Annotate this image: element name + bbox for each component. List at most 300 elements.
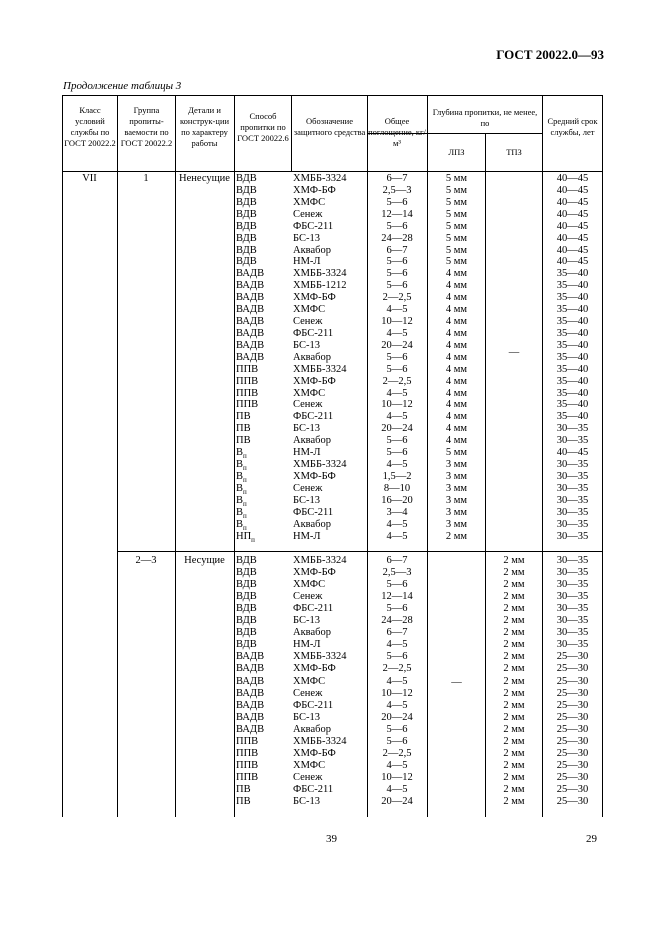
life-cell	[543, 316, 602, 328]
life-cell	[543, 603, 602, 615]
lpz-cell-text: 4 мм	[445, 292, 468, 304]
tpz-cell-text: 2 мм	[503, 747, 525, 759]
life-cell	[543, 185, 602, 197]
absorption-cell	[367, 447, 427, 459]
tpz-cell	[486, 340, 542, 352]
absorption-cell	[367, 712, 427, 724]
lpz-cell-text: 5 мм	[445, 220, 468, 232]
life-cell-text: 30—35	[556, 579, 589, 591]
life-cell-text: 35—40	[556, 375, 589, 387]
header-group: Группа пропиты-ваемости по ГОСТ 20022.2	[120, 105, 173, 148]
absorption-cell-text: 5—6	[386, 603, 408, 615]
lpz-cell	[428, 579, 485, 591]
method-cell-text: ППВ	[236, 735, 259, 747]
method-cell-text: ПВ	[236, 423, 251, 435]
agent-cell-text: ХМББ-3324	[293, 555, 347, 566]
absorption-cell	[367, 197, 427, 209]
life-cell-text: 35—40	[556, 292, 589, 304]
agent-cell	[293, 328, 365, 340]
agent-cell	[293, 376, 365, 388]
absorption-cell	[367, 495, 427, 507]
method-cell-text: ВАДВ	[236, 316, 265, 328]
method-cell-text: ВДВ	[236, 567, 257, 579]
agent-cell-text: Аквабор	[293, 435, 332, 447]
agent-cell	[293, 233, 365, 245]
method-cell	[236, 724, 290, 736]
method-cell	[236, 507, 290, 519]
method-cell-text: В	[236, 482, 244, 494]
method-cell	[236, 459, 290, 471]
lpz-cell	[428, 209, 485, 221]
lpz-cell	[428, 340, 485, 352]
lpz-cell	[428, 435, 485, 447]
life-cell-text: 30—35	[556, 459, 589, 471]
life-cell-text: 30—35	[556, 518, 589, 530]
life-cell	[543, 724, 602, 736]
lpz-cell	[428, 663, 485, 675]
method-cell	[236, 555, 290, 567]
agent-cell-text: БС-13	[293, 339, 320, 351]
lpz-cell-text: 3 мм	[445, 459, 468, 471]
lpz-cell-text: 5 мм	[445, 173, 468, 184]
life-cell-text: 40—45	[556, 196, 589, 208]
agent-cell-text: БС-13	[293, 711, 320, 723]
life-cell	[543, 772, 602, 784]
life-cell	[543, 388, 602, 400]
absorption-cell-text: 4—5	[386, 459, 408, 471]
tpz-cell-text: 2 мм	[503, 723, 525, 735]
agent-cell	[293, 471, 365, 483]
agent-cell-text: ФБС-211	[293, 411, 334, 423]
method-cell-text: ВДВ	[236, 256, 257, 268]
tpz-cell	[486, 688, 542, 700]
life-cell-text: 35—40	[556, 339, 589, 351]
lpz-cell	[428, 627, 485, 639]
tpz-cell-text: 2 мм	[503, 699, 525, 711]
agent-cell	[293, 423, 365, 435]
agent-cell	[293, 459, 365, 471]
life-cell	[543, 736, 602, 748]
lpz-cell	[428, 411, 485, 423]
absorption-cell	[367, 519, 427, 531]
lpz-cell	[428, 388, 485, 400]
absorption-cell-text: 4—5	[386, 304, 408, 316]
lpz-cell-text: 4 мм	[445, 327, 468, 339]
agent-cell	[293, 796, 365, 808]
method-cell	[236, 531, 290, 543]
agent-cell-text: БС-13	[293, 232, 320, 244]
tpz-cell	[486, 784, 542, 796]
agent-cell-text: НМ-Л	[293, 530, 321, 542]
method-cell	[236, 423, 290, 435]
tpz-cell	[486, 185, 542, 197]
agent-cell-text: ХМФ-БФ	[293, 184, 336, 196]
life-cell-text: 35—40	[556, 327, 589, 339]
absorption-cell-text: 10—12	[381, 771, 413, 783]
absorption-cell-text: 12—14	[381, 208, 413, 220]
method-cell-text: ВАДВ	[236, 675, 265, 687]
tpz-cell	[486, 555, 542, 567]
tpz-cell-text: 2 мм	[503, 615, 525, 627]
agent-cell-text: ХМФС	[293, 759, 326, 771]
tpz-cell-text: 2 мм	[503, 771, 525, 783]
method-cell-text: ВДВ	[236, 244, 257, 256]
method-cell-text: ВАДВ	[236, 292, 265, 304]
absorption-cell	[367, 772, 427, 784]
agent-cell-text: БС-13	[293, 615, 320, 627]
life-cell-text: 30—35	[556, 591, 589, 603]
method-cell	[236, 603, 290, 615]
method-cell	[236, 340, 290, 352]
method-cell-text: ВАДВ	[236, 663, 265, 675]
tpz-cell-text: 2 мм	[503, 783, 525, 795]
method-cell-text: В	[236, 518, 244, 530]
lpz-cell-text: 5 мм	[445, 196, 468, 208]
lpz-cell-text: 3 мм	[445, 506, 468, 518]
method-subscript: п	[243, 452, 247, 461]
absorption-cell	[367, 700, 427, 712]
lpz-cell	[428, 483, 485, 495]
life-cell-text: 25—30	[556, 783, 589, 795]
agent-cell	[293, 221, 365, 233]
life-cell	[543, 519, 602, 531]
absorption-cell-text: 24—28	[381, 232, 413, 244]
life-cell	[543, 483, 602, 495]
method-cell-text: ППВ	[236, 747, 259, 759]
absorption-cell	[367, 435, 427, 447]
tpz-cell	[486, 627, 542, 639]
absorption-cell-text: 5—6	[386, 651, 408, 663]
agent-cell-text: ХМФ-БФ	[293, 471, 336, 482]
life-cell-text: 35—40	[556, 268, 589, 280]
absorption-cell-text: 20—24	[381, 711, 413, 723]
life-cell-text: 25—30	[556, 796, 589, 807]
absorption-cell	[367, 555, 427, 567]
agent-cell	[293, 772, 365, 784]
method-cell-text: ВАДВ	[236, 327, 265, 339]
tpz-cell	[486, 173, 542, 185]
lpz-cell-text: 5 мм	[445, 232, 468, 244]
tpz-cell	[486, 700, 542, 712]
tpz-cell-text: 2 мм	[503, 639, 525, 651]
agent-cell-text: ФБС-211	[293, 220, 334, 232]
absorption-cell	[367, 280, 427, 292]
lpz-cell	[428, 423, 485, 435]
tpz-cell	[486, 760, 542, 772]
tpz-cell-text: 2 мм	[503, 759, 525, 771]
lpz-cell-text: 5 мм	[445, 208, 468, 220]
tpz-cell	[486, 495, 542, 507]
absorption-cell	[367, 724, 427, 736]
absorption-cell	[367, 364, 427, 376]
col-border	[62, 95, 63, 817]
agent-cell	[293, 567, 365, 579]
method-cell	[236, 197, 290, 209]
method-cell	[236, 256, 290, 268]
absorption-cell	[367, 411, 427, 423]
method-cell-text: ВДВ	[236, 603, 257, 615]
lpz-cell-text: 4 мм	[445, 339, 468, 351]
tpz-cell	[486, 268, 542, 280]
agent-cell	[293, 399, 365, 411]
absorption-cell	[367, 676, 427, 688]
tpz-cell-text: 2 мм	[503, 735, 525, 747]
method-cell-text: ПВ	[236, 411, 251, 423]
tpz-cell	[486, 292, 542, 304]
life-cell-text: 30—35	[556, 555, 589, 566]
agent-cell	[293, 784, 365, 796]
page-number-right: 29	[586, 833, 597, 845]
absorption-cell	[367, 316, 427, 328]
agent-cell	[293, 700, 365, 712]
agent-cell-text: Сенеж	[293, 771, 323, 783]
agent-cell	[293, 304, 365, 316]
absorption-cell	[367, 688, 427, 700]
life-cell-text: 35—40	[556, 399, 589, 411]
method-cell	[236, 173, 290, 185]
method-cell-text: ВДВ	[236, 184, 257, 196]
absorption-cell-text: 4—5	[386, 639, 408, 651]
agent-cell	[293, 364, 365, 376]
header-tpz: ТПЗ	[506, 147, 522, 157]
absorption-cell	[367, 507, 427, 519]
lpz-cell	[428, 328, 485, 340]
life-cell	[543, 233, 602, 245]
life-cell	[543, 567, 602, 579]
agent-cell-text: ХМББ-3324	[293, 363, 347, 375]
lpz-cell-text: 3 мм	[445, 494, 468, 506]
method-cell-text: ВАДВ	[236, 711, 265, 723]
agent-cell	[293, 760, 365, 772]
table-top-border	[62, 95, 602, 96]
life-cell-text: 35—40	[556, 316, 589, 328]
agent-cell	[293, 748, 365, 760]
tpz-cell	[486, 579, 542, 591]
method-cell	[236, 579, 290, 591]
agent-cell	[293, 676, 365, 688]
absorption-cell-text: 6—7	[386, 173, 408, 184]
absorption-cell-text: 6—7	[386, 244, 408, 256]
lpz-cell	[428, 748, 485, 760]
life-cell-text: 25—30	[556, 735, 589, 747]
tpz-cell-text: 2 мм	[503, 567, 525, 579]
method-cell-text: ППВ	[236, 363, 259, 375]
life-cell	[543, 760, 602, 772]
lpz-cell	[428, 399, 485, 411]
life-cell	[543, 784, 602, 796]
absorption-cell-text: 24—28	[381, 615, 413, 627]
header-lpz: ЛПЗ	[448, 147, 465, 157]
agent-cell-text: БС-13	[293, 796, 320, 807]
method-cell-text: ВАДВ	[236, 268, 265, 280]
agent-cell-text: ХМФ-БФ	[293, 375, 336, 387]
lpz-cell-text: 5 мм	[445, 447, 468, 459]
agent-cell	[293, 495, 365, 507]
method-cell	[236, 447, 290, 459]
agent-cell	[293, 531, 365, 543]
method-cell-text: ПВ	[236, 783, 251, 795]
method-cell	[236, 233, 290, 245]
life-cell	[543, 411, 602, 423]
absorption-cell	[367, 328, 427, 340]
agent-cell-text: ХМББ-3324	[293, 735, 347, 747]
lpz-cell	[428, 555, 485, 567]
header-agent: Обозначение защитного средства	[293, 116, 366, 137]
method-subscript: п	[243, 476, 247, 485]
absorption-cell	[367, 627, 427, 639]
lpz-cell-text: 4 мм	[445, 387, 468, 399]
tpz-cell	[486, 796, 542, 808]
tpz-cell	[486, 724, 542, 736]
life-cell-text: 25—30	[556, 651, 589, 663]
absorption-cell-text: 5—6	[386, 220, 408, 232]
life-cell-text: 30—35	[556, 639, 589, 651]
tpz-cell	[486, 736, 542, 748]
lpz-cell-text: 4 мм	[445, 399, 468, 411]
life-cell-text: 25—30	[556, 771, 589, 783]
absorption-cell-text: 5—6	[386, 268, 408, 280]
agent-cell	[293, 603, 365, 615]
absorption-cell	[367, 352, 427, 364]
absorption-cell-text: 8—10	[383, 482, 411, 494]
absorption-cell-text: 12—14	[381, 591, 413, 603]
method-cell	[236, 676, 290, 688]
life-cell-text: 30—35	[556, 615, 589, 627]
absorption-cell	[367, 567, 427, 579]
absorption-cell-text: 2—2,5	[382, 663, 412, 675]
life-cell-text: 30—35	[556, 494, 589, 506]
absorption-cell	[367, 591, 427, 603]
tpz-cell	[486, 221, 542, 233]
method-cell	[236, 399, 290, 411]
method-cell-text: ПВ	[236, 435, 251, 447]
agent-cell	[293, 447, 365, 459]
agent-cell-text: НМ-Л	[293, 447, 321, 459]
life-cell-text: 25—30	[556, 747, 589, 759]
header-class: Класс условий службы по ГОСТ 20022.2	[64, 105, 116, 148]
absorption-cell	[367, 736, 427, 748]
absorption-cell-text: 5—6	[386, 447, 408, 459]
tpz-cell	[486, 233, 542, 245]
method-cell-text: В	[236, 447, 244, 459]
method-cell	[236, 567, 290, 579]
lpz-cell	[428, 292, 485, 304]
absorption-cell	[367, 471, 427, 483]
method-cell	[236, 209, 290, 221]
lpz-cell	[428, 268, 485, 280]
method-cell-text: ППВ	[236, 375, 259, 387]
life-cell-text: 30—35	[556, 423, 589, 435]
agent-cell-text: ХМФС	[293, 196, 326, 208]
lpz-cell	[428, 531, 485, 543]
agent-cell	[293, 639, 365, 651]
agent-cell-text: ХМФ-БФ	[293, 292, 336, 304]
method-cell	[236, 796, 290, 808]
tpz-cell	[486, 388, 542, 400]
lpz-cell	[428, 256, 485, 268]
absorption-cell	[367, 531, 427, 543]
life-cell-text: 40—45	[556, 173, 589, 184]
absorption-cell-text: 2,5—3	[382, 567, 412, 579]
tpz-cell	[486, 399, 542, 411]
life-cell	[543, 688, 602, 700]
method-cell-text: ВАДВ	[236, 699, 265, 711]
lpz-cell-text: 3 мм	[445, 471, 468, 482]
absorption-cell	[367, 388, 427, 400]
method-cell-text: ВДВ	[236, 591, 257, 603]
lpz-cell	[428, 567, 485, 579]
agent-cell	[293, 663, 365, 675]
tpz-dash: —	[508, 347, 520, 358]
method-cell	[236, 388, 290, 400]
life-cell	[543, 748, 602, 760]
absorption-cell	[367, 784, 427, 796]
method-cell-text: ВАДВ	[236, 687, 265, 699]
life-cell	[543, 676, 602, 688]
agent-cell-text: Сенеж	[293, 399, 323, 411]
life-cell	[543, 663, 602, 675]
absorption-cell-text: 10—12	[381, 399, 413, 411]
absorption-cell-text: 4—5	[386, 327, 408, 339]
class-cell: VII	[82, 173, 97, 184]
absorption-cell	[367, 340, 427, 352]
absorption-cell-text: 2,5—3	[382, 184, 412, 196]
lpz-cell-text: 4 мм	[445, 280, 468, 292]
agent-cell	[293, 352, 365, 364]
absorption-cell-text: 5—6	[386, 435, 408, 447]
method-cell	[236, 651, 290, 663]
tpz-cell	[486, 245, 542, 257]
method-cell	[236, 280, 290, 292]
tpz-cell-text: 2 мм	[503, 555, 525, 566]
tpz-cell	[486, 591, 542, 603]
lpz-cell-text: 4 мм	[445, 423, 468, 435]
lpz-cell-text: 4 мм	[445, 304, 468, 316]
life-cell	[543, 376, 602, 388]
life-cell-text: 25—30	[556, 687, 589, 699]
life-cell-text: 30—35	[556, 471, 589, 482]
absorption-cell	[367, 483, 427, 495]
absorption-cell	[367, 268, 427, 280]
life-cell-text: 30—35	[556, 506, 589, 518]
absorption-cell-text: 5—6	[386, 351, 408, 363]
method-cell-text: ВДВ	[236, 579, 257, 591]
method-cell	[236, 316, 290, 328]
lpz-cell-text: 4 мм	[445, 411, 468, 423]
absorption-cell-text: 5—6	[386, 579, 408, 591]
life-cell-text: 25—30	[556, 759, 589, 771]
absorption-cell-text: 2—2,5	[382, 292, 412, 304]
tpz-cell	[486, 364, 542, 376]
method-cell-text: ВДВ	[236, 615, 257, 627]
life-cell	[543, 245, 602, 257]
life-cell	[543, 328, 602, 340]
method-cell	[236, 352, 290, 364]
life-cell-text: 40—45	[556, 208, 589, 220]
method-cell-text: ВДВ	[236, 196, 257, 208]
agent-cell-text: ХМББ-3324	[293, 173, 347, 184]
tpz-cell	[486, 519, 542, 531]
lpz-cell	[428, 173, 485, 185]
absorption-cell	[367, 221, 427, 233]
lpz-cell	[428, 233, 485, 245]
lpz-cell	[428, 760, 485, 772]
agent-cell-text: ХМФ-БФ	[293, 663, 336, 675]
tpz-cell	[486, 615, 542, 627]
method-cell-text: ВДВ	[236, 639, 257, 651]
col-border	[234, 95, 235, 817]
agent-cell-text: ХМББ-1212	[293, 280, 347, 292]
